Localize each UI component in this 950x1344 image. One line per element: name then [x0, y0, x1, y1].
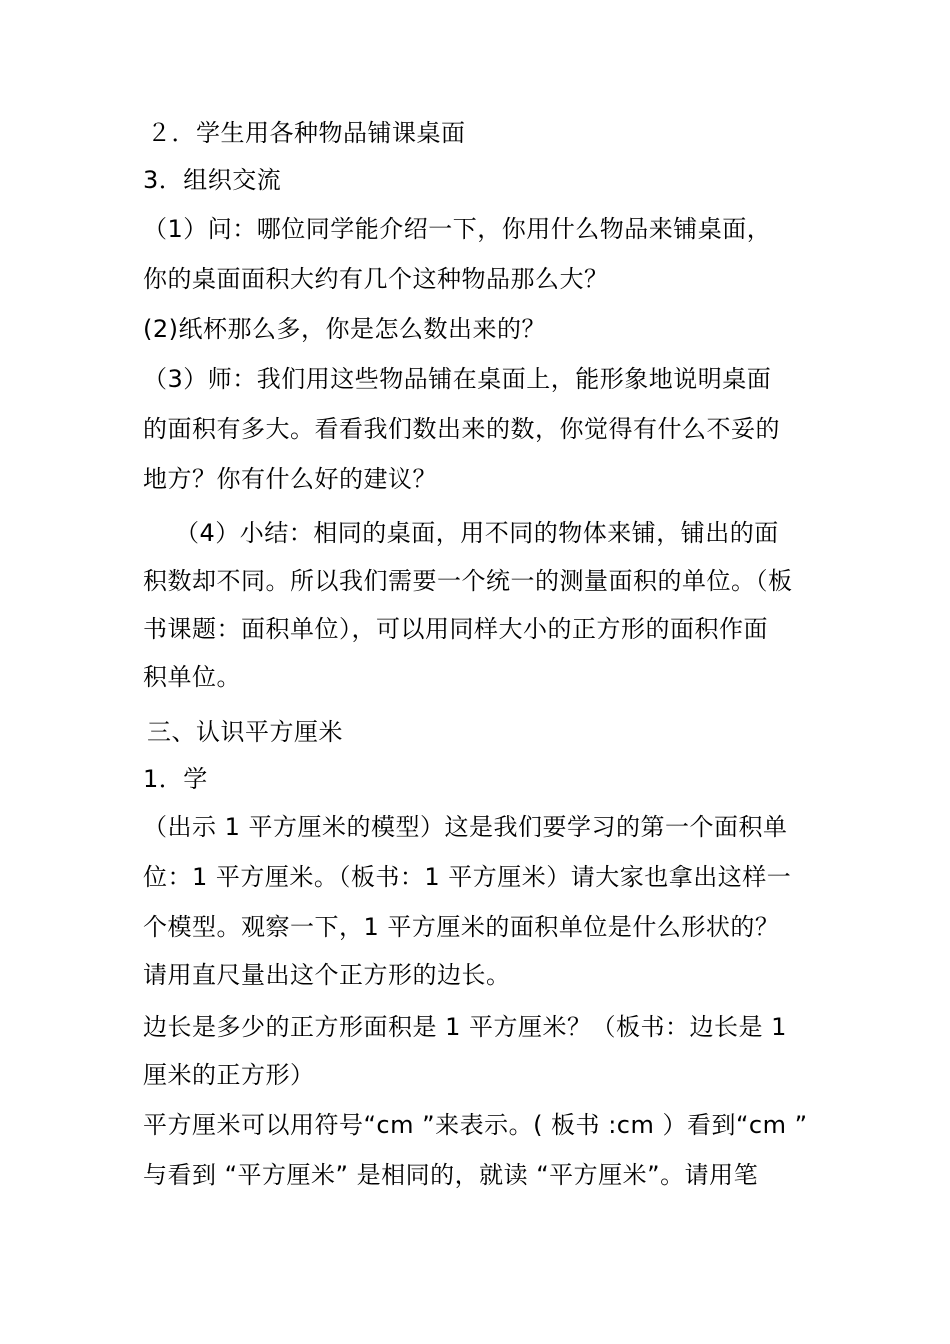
symbol-line-2: 与看到 “平方厘米” 是相同的，就读 “平方厘米”。请用笔	[143, 1161, 759, 1189]
summary-4-line-4: 积单位。	[143, 663, 241, 691]
section-3-heading: 三、认识平方厘米	[147, 718, 343, 746]
summary-4-line-2: 积数却不同。所以我们需要一个统一的测量面积的单位。（板	[143, 567, 793, 595]
summary-4-line-1: （4）小结：相同的桌面，用不同的物体来铺，铺出的面	[175, 519, 779, 547]
question-1-line-1: （1）问：哪位同学能介绍一下，你用什么物品来铺桌面，	[143, 215, 772, 243]
teacher-3-line-2: 的面积有多大。看看我们数出来的数，你觉得有什么不妥的	[143, 415, 780, 443]
teacher-3-line-1: （3）师：我们用这些物品铺在桌面上，能形象地说明桌面	[143, 365, 772, 393]
side-length-line-2: 厘米的正方形）	[143, 1061, 315, 1089]
step-1-learn-heading: 1．学	[143, 765, 208, 793]
question-1-line-2: 你的桌面面积大约有几个这种物品那么大？	[143, 265, 609, 293]
teacher-3-line-3: 地方？你有什么好的建议？	[143, 465, 437, 493]
learn-paragraph-line-1: （出示 1 平方厘米的模型）这是我们要学习的第一个面积单	[143, 813, 788, 841]
side-length-line-1: 边长是多少的正方形面积是 1 平方厘米？（板书：边长是 1	[143, 1013, 787, 1041]
learn-paragraph-line-3: 个模型。观察一下，1 平方厘米的面积单位是什么形状的？	[143, 913, 780, 941]
learn-paragraph-line-4: 请用直尺量出这个正方形的边长。	[143, 961, 511, 989]
step-3-heading: 3．组织交流	[143, 166, 282, 194]
step-2-text: ２．学生用各种物品铺课桌面	[147, 119, 466, 147]
learn-paragraph-line-2: 位：1 平方厘米。（板书：1 平方厘米）请大家也拿出这样一	[143, 863, 792, 891]
symbol-line-1: 平方厘米可以用符号“cm ”来表示。( 板书 :cm ）看到“cm ”	[143, 1111, 808, 1139]
question-2-text: (2)纸杯那么多，你是怎么数出来的？	[143, 315, 546, 343]
summary-4-line-3: 书课题：面积单位），可以用同样大小的正方形的面积作面	[143, 615, 768, 643]
